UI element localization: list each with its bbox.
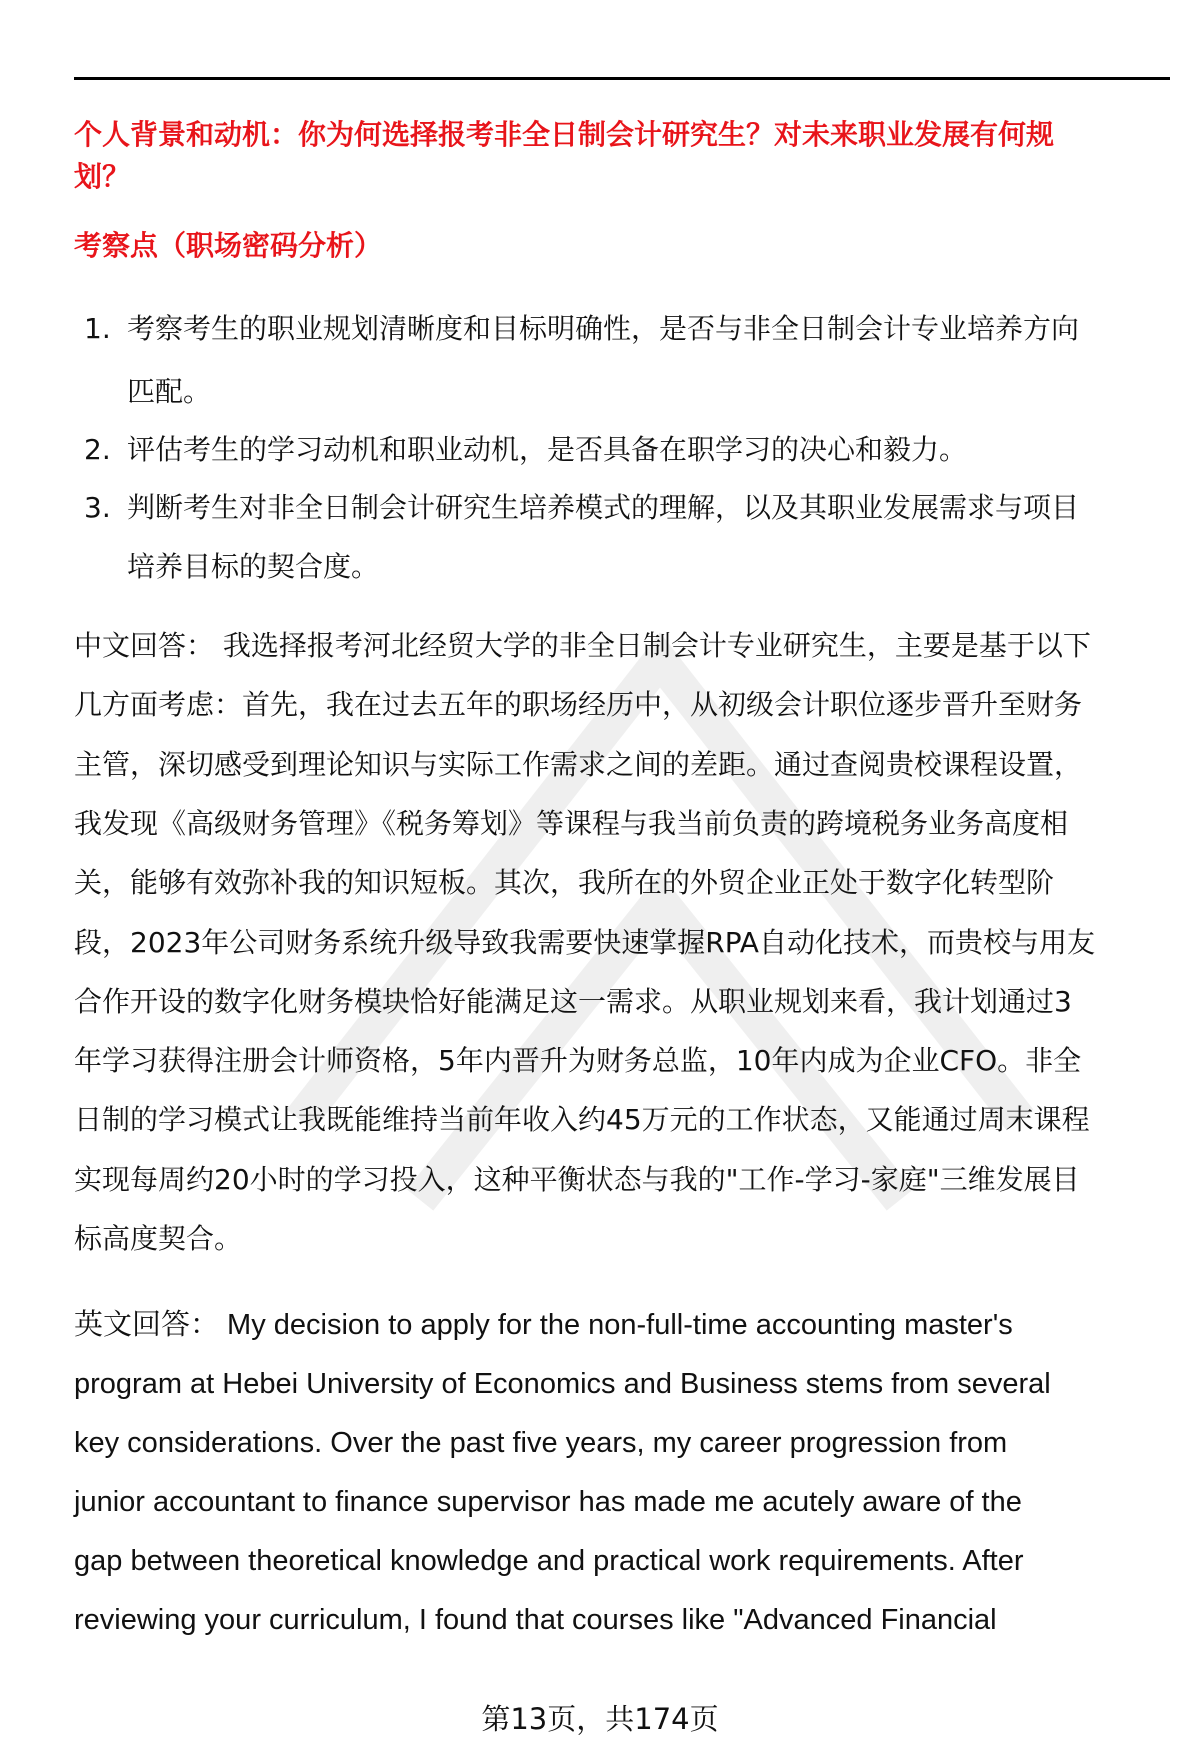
list-item-text: 匹配。 (127, 375, 212, 408)
list-item-text: 考察考生的职业规划清晰度和目标明确性，是否与非全日制会计专业培养方向 (127, 312, 1080, 345)
chinese-answer-line: 实现每周约20小时的学习投入，这种平衡状态与我的"工作-学习-家庭"三维发展目 (74, 1162, 1080, 1196)
list-number: 3. (84, 491, 111, 524)
chinese-answer-line: 段，2023年公司财务系统升级导致我需要快速掌握RPA自动化技术，而贵校与用友 (74, 925, 1095, 959)
english-answer-line: gap between theoretical knowledge and practical work requirements. After (74, 1545, 1024, 1577)
list-item-text: 评估考生的学习动机和职业动机，是否具备在职学习的决心和毅力。 (127, 433, 968, 466)
question-title: 划？ (74, 160, 131, 193)
header-rule (74, 77, 1170, 80)
list-number: 2. (84, 433, 111, 466)
list-item-text: 判断考生对非全日制会计研究生培养模式的理解，以及其职业发展需求与项目 (127, 491, 1080, 524)
chinese-answer-line: 中文回答： 我选择报考河北经贸大学的非全日制会计专业研究生，主要是基于以下 (74, 629, 1091, 662)
chinese-answer-line: 合作开设的数字化财务模块恰好能满足这一需求。从职业规划来看，我计划通过3 (74, 984, 1072, 1018)
list-number: 1. (84, 312, 111, 345)
chinese-answer-line: 年学习获得注册会计师资格，5年内晋升为财务总监，10年内成为企业CFO。非全 (74, 1044, 1082, 1078)
chinese-answer-line: 关，能够有效弥补我的知识短板。其次，我所在的外贸企业正处于数字化转型阶 (74, 866, 1055, 900)
section-subheading: 考察点（职场密码分析） (74, 229, 383, 262)
list-item-text: 培养目标的契合度。 (127, 550, 380, 583)
page-footer: 第13页，共174页 (481, 1702, 719, 1736)
chinese-answer-line: 我发现《高级财务管理》《税务筹划》等课程与我当前负责的跨境税务业务高度相 (74, 806, 1069, 840)
english-answer-line: 英文回答： My decision to apply for the non-full-time accounting master's (74, 1309, 1013, 1341)
english-answer-line: reviewing your curriculum, I found that courses like "Advanced Financial (74, 1604, 997, 1636)
english-answer-line: junior accountant to finance supervisor has made me acutely aware of the (74, 1486, 1022, 1518)
english-answer-line: program at Hebei University of Economics and Business stems from several (74, 1368, 1051, 1400)
english-answer-line: key considerations. Over the past five years, my career progression from (74, 1427, 1008, 1459)
chinese-answer-line: 主管，深切感受到理论知识与实际工作需求之间的差距。通过查阅贵校课程设置， (74, 747, 1083, 781)
question-title: 个人背景和动机：你为何选择报考非全日制会计研究生？对未来职业发展有何规 (74, 118, 1055, 151)
chinese-answer-line: 标高度契合。 (74, 1222, 243, 1255)
chinese-answer-line: 日制的学习模式让我既能维持当前年收入约45万元的工作状态，又能通过周末课程 (74, 1103, 1090, 1137)
chinese-answer-line: 几方面考虑：首先，我在过去五年的职场经历中，从初级会计职位逐步晋升至财务 (74, 688, 1083, 722)
